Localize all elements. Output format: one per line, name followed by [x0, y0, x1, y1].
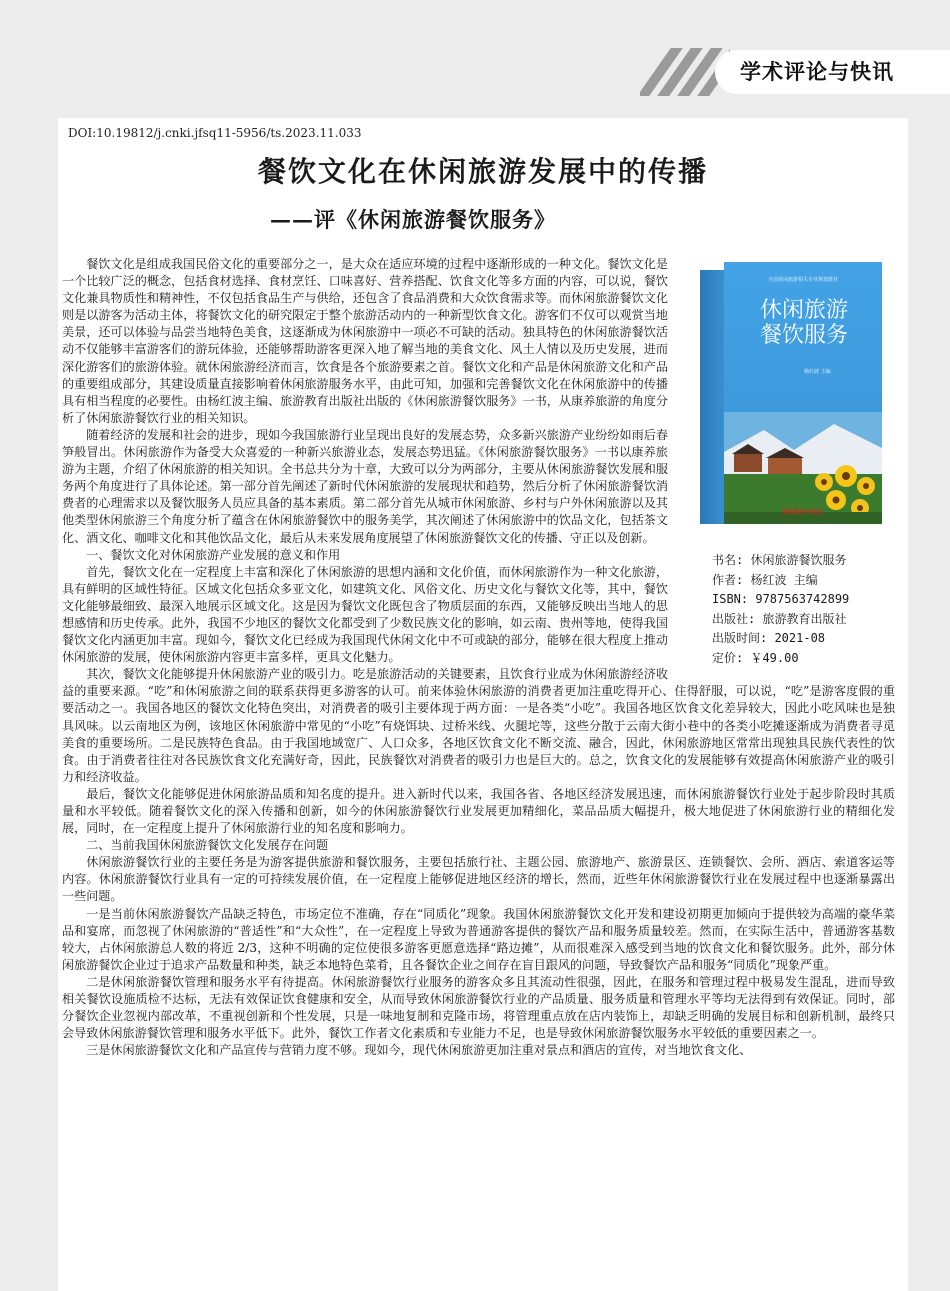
- book-cover-editor: 杨红波 主编: [804, 369, 831, 375]
- article-title: 餐饮文化在休闲旅游发展中的传播: [257, 155, 708, 188]
- doi-text: DOI:10.19812/j.cnki.jfsq11-5956/ts.2023.11.033: [68, 126, 362, 140]
- paragraph: 一是当前休闲旅游餐饮产品缺乏特色，市场定位不准确，存在“同质化”现象。我国休闲旅游餐饮文化开发和建设初期更加倾向于提供较为高端的豪华菜品和宴席，而忽视了休闲旅游的“普适性”和“大众性”，在一定程度上导致为普通游客提供的餐饮产品和服务质量较差。然而，在实际生活中，普通游客基数较大，占休闲旅游总人数的将近 2/3，这种不明确的定位使很多游客更愿意选择“路边摊”，从而很难深入感受到当地的饮食文化和餐饮服务。此外，部分休闲旅游餐饮企业过于追求产品数量和种类，缺乏本地特色菜肴，且各餐饮企业之间存在盲目跟风的问题，导致餐饮产品和服务“同质化”现象严重。: [62, 906, 895, 972]
- section-heading: 一、餐饮文化对休闲旅游产业发展的意义和作用: [86, 547, 341, 562]
- paragraph: 随着经济的发展和社会的进步，现如今我国旅游行业呈现出良好的发展态势，众多新兴旅游产业纷纷如雨后春笋般冒出。休闲旅游作为备受大众喜爱的一种新兴旅游业态，发展态势迅猛。《休闲旅游餐饮服务》一书以康养旅游为主题，介绍了休闲旅游的相关知识。全书总共分为十章，大致可以分为两部分，主要从休闲旅游餐饮发展和服务两个角度进行了具体论述。第一部分首先阐述了新时代休闲旅游的发展现状和趋势，然后分析了休闲旅游餐饮消费者的心理需求以及餐饮服务人员应具备的基本素质。第二部分首先从城市休闲旅游、乡村与户外休闲旅游以及其他类型休闲旅游三个角度分析了蕴含在休闲旅游餐饮中的服务美学，其次阐述了休闲旅游中的饮品文化，包括茶文化、酒文化、咖啡文化和其他饮品文化，最后从未来发展角度展望了休闲旅游餐饮文化的传播、守正以及创新。: [62, 427, 668, 545]
- book-info-publisher: 出版社: 旅游教育出版社: [712, 611, 847, 626]
- paragraph: 二是休闲旅游餐饮管理和服务水平有待提高。休闲旅游餐饮行业服务的游客众多且其流动性很强，因此，在服务和管理过程中极易发生混乱，进而导致相关餐饮设施质检不达标，无法有效保证饮食健康和安全，从而导致休闲旅游餐饮行业的产品质量、服务质量和管理水平等均无法得到有效保证。同时，部分餐饮企业忽视内部改革，不重视创新和个性发展，只是一味地复制和克隆市场，将管理重点放在店内装饰上，却缺乏明确的发展目标和创新机制，最终只会导致休闲旅游餐饮管理和服务水平低下。此外，餐饮工作者文化素质和专业能力不足，也是导致休闲旅游餐饮服务水平较低的重要因素之一。: [62, 974, 895, 1041]
- article-subtitle: ——评《休闲旅游餐饮服务》: [270, 207, 556, 232]
- paragraph: 首先，餐饮文化在一定程度上丰富和深化了休闲旅游的思想内涵和文化价值，而休闲旅游作为一种文化旅游，具有鲜明的区域性特征。区域文化包括众多亚文化，如建筑文化、风俗文化、历史文化与餐饮文化等，其中，餐饮文化能够最细致、最深入地展示区域文化。这是因为餐饮文化既包含了物质层面的东西，又能够反映出当地人的思想感情和历史传承。此外，我国不少地区的餐饮文化都受到了少数民族文化的影响，如云南、贵州等地，使得我国餐饮文化内涵更加丰富。现如今，餐饮文化已经成为我国现代休闲文化中不可或缺的部分，能够在很大程度上推动休闲旅游的发展，使休闲旅游内容更丰富多样，更具文化魅力。: [62, 564, 668, 665]
- book-cover-publisher: 旅游教育出版社: [782, 509, 825, 516]
- paragraph: 最后，餐饮文化能够促进休闲旅游品质和知名度的提升。进入新时代以来，我国各省、各地区经济发展迅速，而休闲旅游餐饮行业处于起步阶段时其质量和水平较低。随着餐饮文化的深入传播和创新，如今的休闲旅游餐饮行业发展更加精细化，菜品品质大幅提升，极大地促进了休闲旅游行业的精细化发展，同时，在一定程度上提升了休闲旅游行业的知名度和影响力。: [62, 786, 895, 836]
- book-cover: [724, 262, 882, 524]
- book-info-name: 书名: 休闲旅游餐饮服务: [712, 553, 847, 567]
- book-spine: [700, 270, 724, 524]
- paragraph: 餐饮文化是组成我国民俗文化的重要部分之一，是大众在适应环境的过程中逐渐形成的一种文化。餐饮文化是一个比较广泛的概念，包括食材选择、食材烹饪、口味喜好、营养搭配、饮食文化等多方面的内容，可以说，餐饮文化兼具物质性和精神性，不仅包括食品生产与供给，还包含了食品消费和大众饮食需求等。而休闲旅游餐饮文化则是以游客为活动主体，将餐饮文化的研究限定于整个旅游活动内的一种新型饮食文化。游客们不仅可以观赏当地美景，还可以体验与品尝当地特色美食，这逐渐成为休闲旅游中一项必不可缺的活动。独具特色的休闲旅游餐饮活动不仅能够丰富游客们的游玩体验，还能够帮助游客更深入地了解当地的美食文化、风土人情以及历史发展，进而深化游客们的旅游体验。就休闲旅游经济而言，饮食是各个旅游要素之首。餐饮文化和产品是休闲旅游文化和产品的重要组成部分，其建设质量直接影响着休闲旅游服务水平，由此可知，加强和完善餐饮文化在休闲旅游中的传播具有相当程度的必要性。由杨红波主编、旅游教育出版社出版的《休闲旅游餐饮服务》一书，从康养旅游的角度分析了休闲旅游餐饮行业的相关知识。: [62, 257, 668, 425]
- book-cover-image: [700, 262, 882, 524]
- paragraph: 三是休闲旅游餐饮文化和产品宣传与营销力度不够。现如今，现代休闲旅游更加注重对景点和酒店的宣传，对当地饮食文化、: [86, 1043, 752, 1058]
- paragraph: 休闲旅游餐饮行业的主要任务是为游客提供旅游和餐饮服务，主要包括旅行社、主题公园、旅游地产、旅游景区、连锁餐饮、会所、酒店、索道客运等内容。休闲旅游餐饮行业具有一定的可持续发展价值，在一定程度上能够促进地区经济的增长，然而，近些年休闲旅游餐饮行业在发展过程中也逐渐暴露出一些问题。: [62, 855, 895, 904]
- book-info: [712, 551, 849, 668]
- section-title: 学术评论与快讯: [740, 60, 894, 84]
- section-heading: 二、当前我国休闲旅游餐饮文化发展存在问题: [86, 838, 329, 853]
- book-info-author: 作者: 杨红波 主编: [712, 572, 818, 587]
- book-info-price: 定价: ￥49.00: [712, 650, 799, 665]
- book-cover-title: 休闲旅游 餐饮服务: [759, 298, 848, 348]
- book-info-isbn: ISBN: 9787563742899: [712, 592, 850, 606]
- book-cover-series: 全国休闲旅游相关专业规划教材: [767, 277, 838, 283]
- paragraph: 其次，餐饮文化能够提升休闲旅游产业的吸引力。吃是旅游活动的关键要素，且饮食行业成为休闲旅游经济收益的重要来源。“吃”和休闲旅游之间的联系获得更多游客的认可。前来体验休闲旅游的消费者更加注重吃得开心、住得舒服，可以说，“吃”是游客度假的重要活动之一。我国各地区的餐饮文化特色突出，对消费者的吸引主要体现于两方面：一是各类“小吃”。我国各地区饮食文化差异较大，因此小吃风味也是独具风味。以云南地区为例，该地区休闲旅游中常见的“小吃”有烧饵块、过桥米线、火腿坨等，这些分散于云南大街小巷中的各类小吃摊逐渐成为消费者寻觅美食的重要场所。二是民族特色食品。由于我国地域宽广、人口众多，各地区饮食文化不断交流、融合，因此，休闲旅游地区常常出现独具民族代表性的饮食。由于消费者往往对各民族饮食文化充满好奇，因此，民族餐饮对消费者的吸引力也是巨大的。总之，饮食文化的发展能够有效提高休闲旅游产业的吸引力和经济收益。: [62, 667, 895, 784]
- book-info-date: 出版时间: 2021-08: [712, 631, 826, 645]
